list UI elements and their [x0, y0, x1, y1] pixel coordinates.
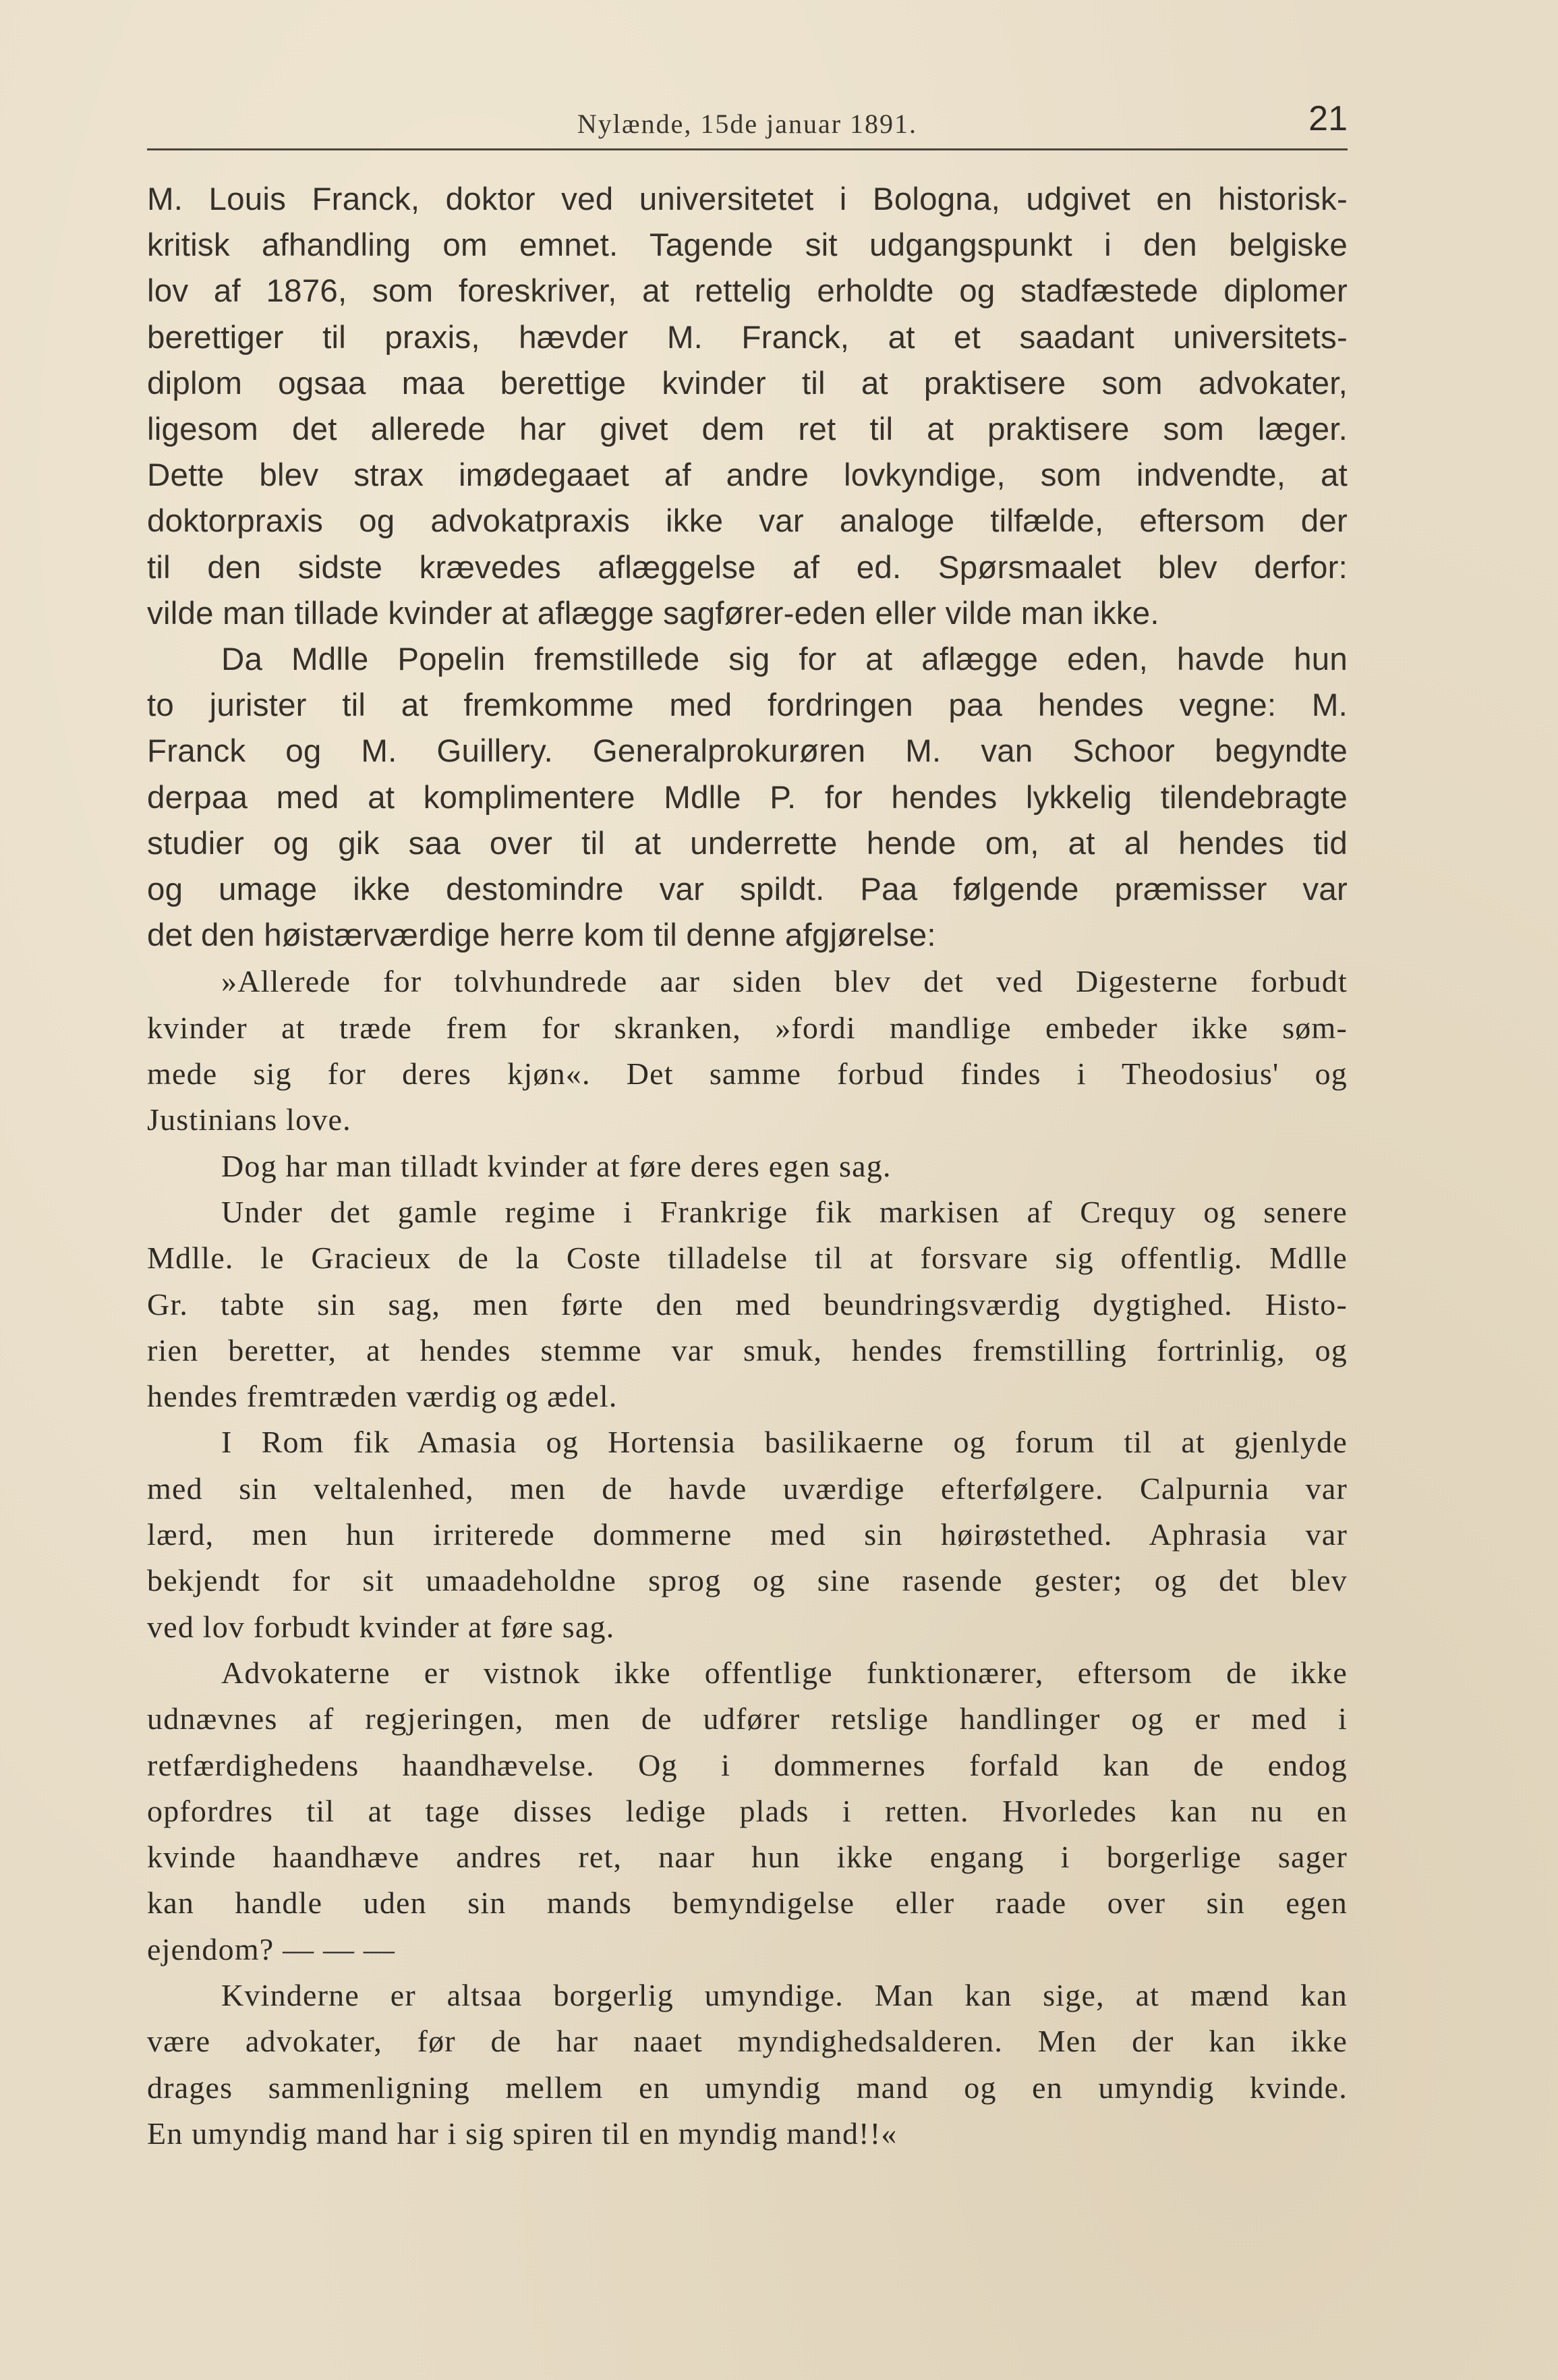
text-line: kan handle uden sin mands bemyndigelse eller raade over sin egen [147, 1886, 1348, 1921]
text-line: vilde man tillade kvinder at aflægge sagfører-eden eller vilde man ikke. [147, 595, 1159, 631]
text-line: diplom ogsaa maa berettige kvinder til at praktisere som advokater, [147, 365, 1348, 401]
paragraph [147, 1143, 1348, 1189]
text-line: ejendom? — — — [147, 1931, 396, 1966]
text-line: Dette blev strax imødegaaet af andre lovkyndige, som indvendte, at [147, 457, 1348, 494]
text-line: ligesom det allerede har givet dem ret til at praktisere som læger. [147, 412, 1348, 448]
text-line: rien beretter, at hendes stemme var smuk, hendes fremstilling fortrinlig, og [147, 1332, 1348, 1367]
text-line: lærd, men hun irriterede dommerne med sin høirøstethed. Aphrasia var [147, 1517, 1348, 1552]
paragraph [147, 1973, 1348, 2157]
text-line: to jurister til at fremkomme med fordringen paa hendes vegne: M. [147, 687, 1348, 724]
text-line: kritisk afhandling om emnet. Tagende sit udgangspunkt i den belgiske [147, 227, 1348, 264]
body-text [147, 177, 1348, 2157]
text-line: Under det gamle regime i Frankrige fik markisen af Crequy og senere [221, 1194, 1348, 1229]
text-line: Advokaterne er vistnok ikke offentlige funktionærer, eftersom de ikke [221, 1655, 1348, 1690]
text-line: til den sidste krævedes aflæggelse af ed. Spørsmaalet blev derfor: [147, 549, 1348, 586]
text-line: En umyndig mand har i sig spiren til en myndig mand!!« [147, 2116, 898, 2151]
text-line: med sin veltalenhed, men de havde uværdige efterfølgere. Calpurnia var [147, 1471, 1348, 1506]
paragraph [147, 1650, 1348, 1973]
paragraph [147, 959, 1348, 1143]
header-rule [147, 148, 1348, 150]
page-number: 21 [1308, 99, 1348, 138]
text-line: M. Louis Franck, doktor ved universitetet i Bologna, udgivet en historisk- [147, 181, 1348, 217]
paragraph [147, 1189, 1348, 1419]
text-line: og umage ikke destomindre var spildt. Paa følgende præmisser var [147, 872, 1348, 908]
text-line: studier og gik saa over til at underrette hende om, at al hendes tid [147, 825, 1348, 861]
text-line: bekjendt for sit umaadeholdne sprog og sine rasende gester; og det blev [147, 1563, 1348, 1598]
text-line: det den høistærværdige herre kom til denne afgjørelse: [147, 917, 936, 954]
text-line: Justinians love. [147, 1102, 351, 1137]
text-line: kvinde haandhæve andres ret, naar hun ikke engang i borgerlige sager [147, 1840, 1348, 1875]
text-line: mede sig for deres kjøn«. Det samme forbud findes i Theodosius' og [147, 1056, 1348, 1092]
text-line: opfordres til at tage disses ledige plads i retten. Hvorledes kan nu en [147, 1793, 1348, 1828]
text-line: I Rom fik Amasia og Hortensia basilikaerne og forum til at gjenlyde [221, 1425, 1348, 1460]
text-line: Mdlle. le Gracieux de la Coste tilladelse til at forsvare sig offentlig. Mdlle [147, 1241, 1348, 1276]
text-line: lov af 1876, som foreskriver, at rettelig erholdte og stadfæstede diplomer [147, 273, 1348, 310]
paragraph [147, 1419, 1348, 1649]
text-line: ved lov forbudt kvinder at føre sag. [147, 1609, 615, 1644]
text-line: »Allerede for tolvhundrede aar siden blev det ved Digesterne forbudt [221, 964, 1348, 999]
text-line: doktorpraxis og advokatpraxis ikke var analoge tilfælde, eftersom der [147, 503, 1348, 540]
text-line: Gr. tabte sin sag, men førte den med beundringsværdig dygtighed. Histo- [147, 1286, 1348, 1322]
running-head: Nylænde, 15de januar 1891. [577, 109, 918, 139]
text-line: drages sammenligning mellem en umyndig mand og en umyndig kvinde. [147, 2070, 1348, 2105]
text-line: Dog har man tilladt kvinder at føre deres egen sag. [221, 1148, 892, 1183]
text-line: Franck og M. Guillery. Generalprokurøren M. van Schoor begyndte [147, 733, 1348, 770]
text-line: Da Mdlle Popelin fremstillede sig for at aflægge eden, havde hun [221, 642, 1348, 678]
paragraph [147, 637, 1348, 959]
text-line: derpaa med at komplimentere Mdlle P. for hendes lykkelig tilendebragte [147, 779, 1348, 816]
text-line: udnævnes af regjeringen, men de udfører retslige handlinger og er med i [147, 1701, 1348, 1736]
text-line: Kvinderne er altsaa borgerlig umyndige. Man kan sige, at mænd kan [221, 1977, 1348, 2012]
text-line: kvinder at træde frem for skranken, »fordi mandlige embeder ikke søm- [147, 1010, 1348, 1045]
page-header [147, 98, 1348, 146]
text-line: være advokater, før de har naaet myndighedsalderen. Men der kan ikke [147, 2024, 1348, 2059]
text-line: berettiger til praxis, hævder M. Franck, at et saadant universitets- [147, 319, 1348, 356]
text-line: retfærdighedens haandhævelse. Og i dommernes forfald kan de endog [147, 1747, 1348, 1782]
paragraph [147, 177, 1348, 637]
text-line: hendes fremtræden værdig og ædel. [147, 1379, 618, 1414]
